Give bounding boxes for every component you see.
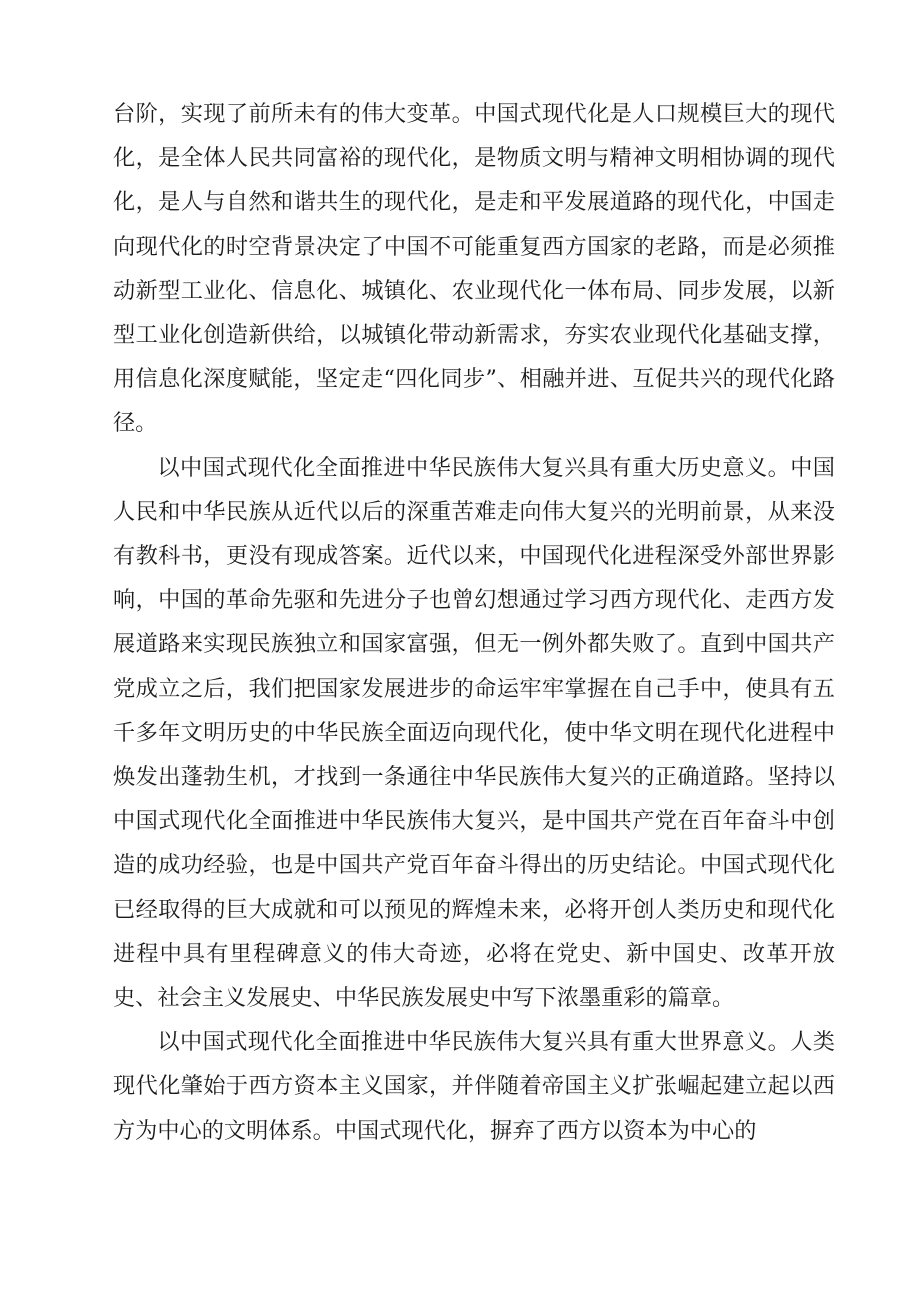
paragraph-1: 台阶，实现了前所未有的伟大变革。中国式现代化是人口规模巨大的现代化，是全体人民共同富裕的现代化，是物质文明与精神文明相协调的现代化，是人与自然和谐共生的现代化，是走和平发展道路的现代化，中国走向现代化的时空背景决定了中国不可能重复西方国家的老路，而是必须推动新型工业化、信息化、城镇化、农业现代化一体布局、同步发展，以新型工业化创造新供给，以城镇化带动新需求，夯实农业现代化基础支撑，用信息化深度赋能，坚定走“四化同步”、相融并进、互促共兴的现代化路径。 <box>113 101 835 437</box>
document-page <box>113 92 835 1153</box>
paragraph-3: 以中国式现代化全面推进中华民族伟大复兴具有重大世界意义。人类现代化肇始于西方资本主义国家，并伴随着帝国主义扩张崛起建立起以西方为中心的文明体系。中国式现代化，摒弃了西方以资本为中心的 <box>113 1029 835 1144</box>
paragraph-2: 以中国式现代化全面推进中华民族伟大复兴具有重大历史意义。中国人民和中华民族从近代以后的深重苦难走向伟大复兴的光明前景，从来没有教科书，更没有现成答案。近代以来，中国现代化进程深受外部世界影响，中国的革命先驱和先进分子也曾幻想通过学习西方现代化、走西方发展道路来实现民族独立和国家富强，但无一例外都失败了。直到中国共产党成立之后，我们把国家发展进步的命运牢牢掌握在自己手中，使具有五千多年文明历史的中华民族全面迈向现代化，使中华文明在现代化进程中焕发出蓬勃生机，才找到一条通往中华民族伟大复兴的正确道路。坚持以中国式现代化全面推进中华民族伟大复兴，是中国共产党在百年奋斗中创造的成功经验，也是中国共产党百年奋斗得出的历史结论。中国式现代化已经取得的巨大成就和可以预见的辉煌未来，必将开创人类历史和现代化进程中具有里程碑意义的伟大奇迹，必将在党史、新中国史、改革开放史、社会主义发展史、中华民族发展史中写下浓墨重彩的篇章。 <box>113 454 835 1012</box>
